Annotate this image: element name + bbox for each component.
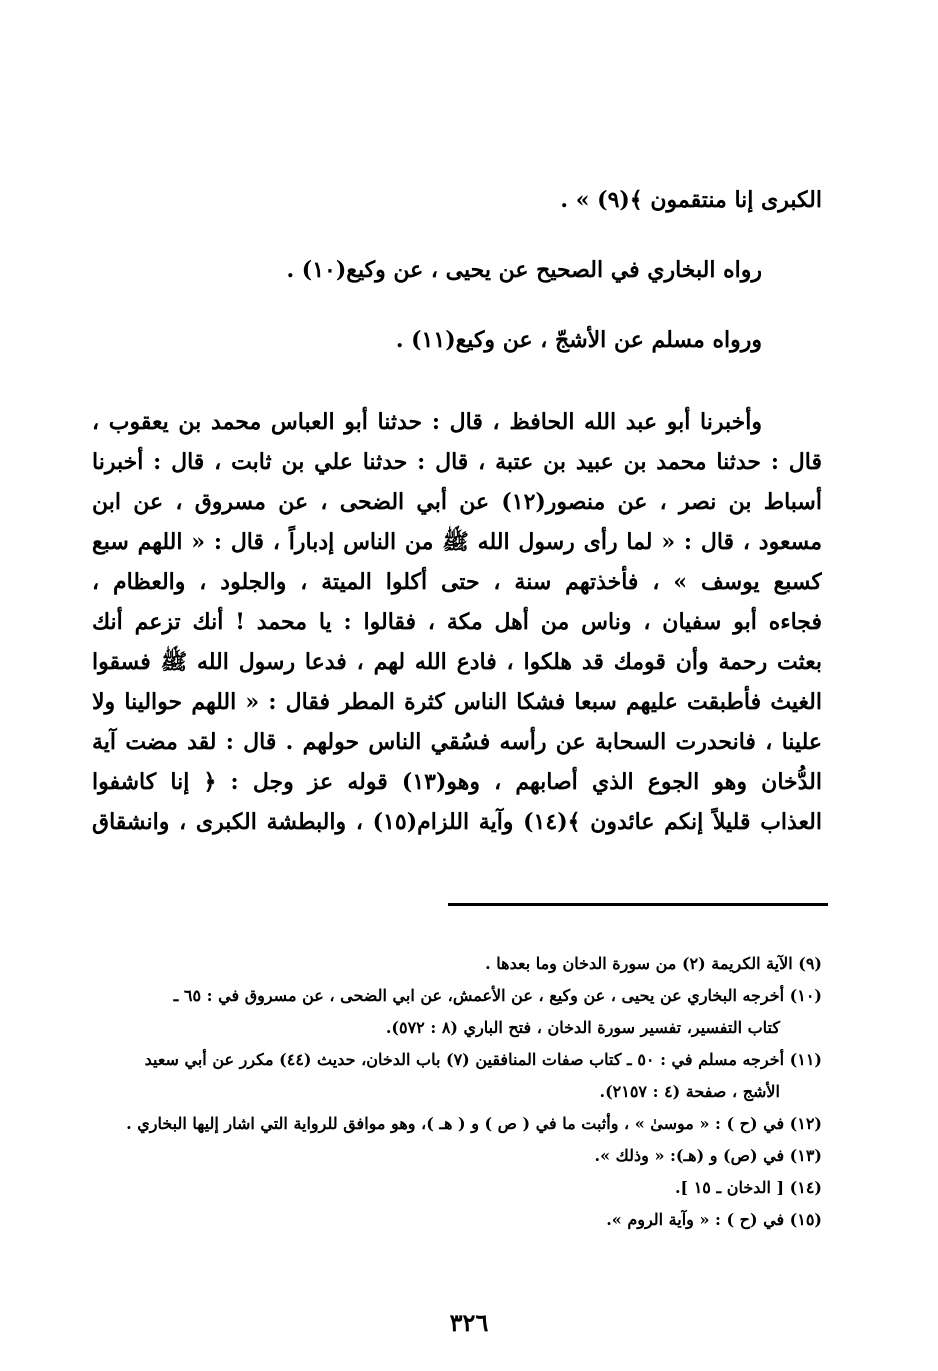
footnote-separator	[448, 903, 828, 906]
hadith-paragraph	[92, 402, 822, 842]
text-line: رواه البخاري في الصحيح عن يحيى ، عن وكيع(١٠) .	[286, 257, 762, 283]
paragraph-line: كسبع يوسف » ، فأخذتهم سنة ، حتى أكلوا الميتة ، والجلود ، والعظام ،	[92, 569, 822, 595]
footnote-14: (١٤) [ الدخان ـ ١٥ ].	[674, 1178, 822, 1197]
page-number: ٣٢٦	[449, 1308, 489, 1337]
footnotes	[92, 948, 822, 1236]
paragraph-line: قال : حدثنا محمد بن عبيد بن عتبة ، قال : حدثنا علي بن ثابت ، قال : أخبرنا	[92, 449, 822, 475]
paragraph-line: الدُّخان وهو الجوع الذي أصابهم ، وهو(١٣) قوله عز وجل : ﴿ إنا كاشفوا	[92, 769, 822, 795]
footnote-11: (١١) أخرجه مسلم في : ٥٠ ـ كتاب صفات المنافقين (٧) باب الدخان، حديث (٤٤) مكرر عن أبي سعيد	[144, 1050, 822, 1069]
main-text	[92, 180, 822, 842]
footnote-10-continuation: كتاب التفسير، تفسير سورة الدخان ، فتح الباري (٨ : ٥٧٢).	[385, 1018, 780, 1037]
footnote-12: (١٢) في (ح ) : « موسىٰ » ، وأثبت ما في ( ص ) و ( هـ )، وهو موافق للرواية التي اشار إليها البخاري .	[126, 1114, 822, 1133]
paragraph-line: العذاب قليلاً إنكم عائدون ﴾(١٤) وآية اللزام(١٥) ، والبطشة الكبرى ، وانشقاق	[92, 809, 822, 835]
text-line: الكبرى إنا منتقمون ﴾(٩) » .	[560, 187, 822, 213]
paragraph-line: علينا ، فانحدرت السحابة عن رأسه فسُقي الناس حولهم . قال : لقد مضت آية	[92, 729, 822, 755]
paragraph-line: مسعود ، قال : « لما رأى رسول الله ﷺ من الناس إدباراً ، قال : « اللهم سبع	[92, 529, 822, 555]
footnote-11-continuation: الأشج ، صفحة (٤ : ٢١٥٧).	[599, 1082, 780, 1101]
footnote-13: (١٣) في (ص) و (هـ): « وذلك ».	[594, 1146, 822, 1165]
paragraph-line: وأخبرنا أبو عبد الله الحافظ ، قال : حدثنا أبو العباس محمد بن يعقوب ،	[92, 409, 762, 435]
footnote-10: (١٠) أخرجه البخاري عن يحيى ، عن وكيع ، عن الأعمش، عن ابي الضحى ، عن مسروق في : ٦٥ ـ	[173, 986, 822, 1005]
paragraph-line: بعثت رحمة وأن قومك قد هلكوا ، فادع الله لهم ، فدعا رسول الله ﷺ فسقوا	[92, 649, 822, 675]
paragraph-line: الغيث فأطبقت عليهم سبعا فشكا الناس كثرة المطر فقال : « اللهم حوالينا ولا	[92, 689, 822, 715]
footnote-9: (٩) الآية الكريمة (٢) من سورة الدخان وما بعدها .	[485, 954, 822, 973]
footnote-15: (١٥) في (ح ) : « وآية الروم ».	[606, 1210, 822, 1229]
paragraph-line: فجاءه أبو سفيان ، وناس من أهل مكة ، فقالوا : يا محمد ! أنك تزعم أنك	[92, 609, 822, 635]
text-line: ورواه مسلم عن الأشجّ ، عن وكيع(١١) .	[395, 327, 762, 353]
paragraph-line: أسباط بن نصر ، عن منصور(١٢) عن أبي الضحى ، عن مسروق ، عن ابن	[92, 489, 822, 515]
